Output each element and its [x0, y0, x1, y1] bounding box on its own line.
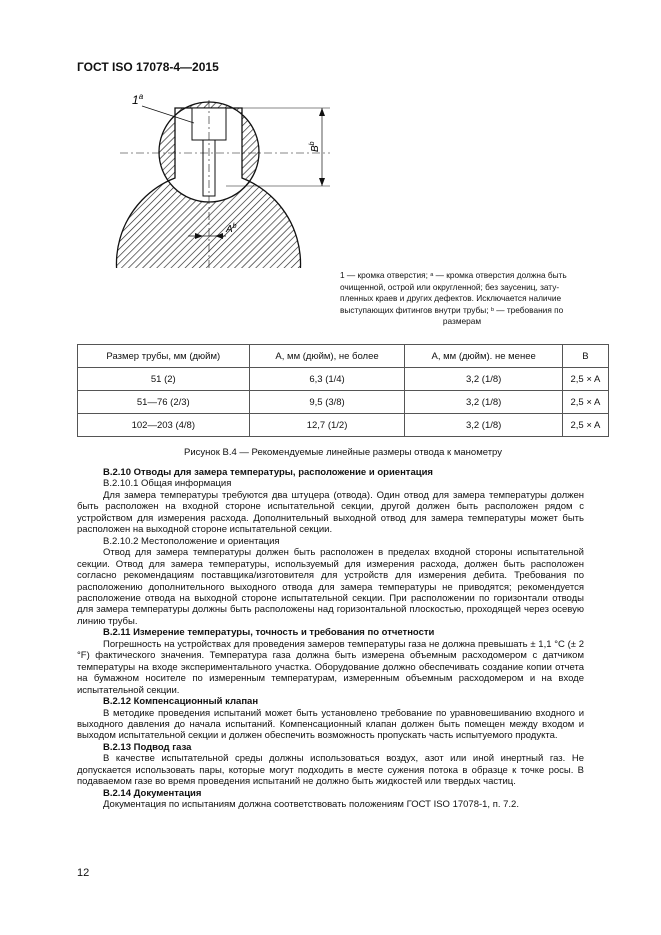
- figure-legend: [340, 270, 584, 328]
- dimensions-table: [77, 344, 609, 437]
- subsection-heading: B.2.10.1 Общая информация: [103, 478, 232, 490]
- table-header-row: [78, 345, 609, 368]
- table-row: [78, 391, 609, 414]
- page-number: 12: [77, 867, 90, 879]
- table-cell: 2,5 × A: [562, 368, 608, 391]
- figure-caption: Рисунок В.4 — Рекомендуемые линейные размеры отвода к манометру: [184, 447, 502, 458]
- table-cell: 12,7 (1/2): [249, 414, 405, 437]
- document-header: ГОСТ ISO 17078-4—2015: [77, 60, 219, 74]
- dim-b-arrow-bottom: [319, 178, 325, 186]
- legend-line: 1 — кромка отверстия; ᵃ — кромка отверстия должна быть: [340, 270, 567, 280]
- table-header-cell: Размер трубы, мм (дюйм): [78, 345, 250, 368]
- table-cell: 2,5 × A: [562, 391, 608, 414]
- legend-line: очищенной, острой или округленной; без заусениц, зату-: [340, 281, 560, 292]
- paragraph: Для замера температуры требуются два штуцера (отвода). Один отвод для замера температуры должен быть расположен на входной стороне испытательной секции, другой должен быть расположен рядом с устройством для измерения расхода. Дополнительный выходной отвод для замера температуры может быть расположен на выходной стороне испытательной секции.: [77, 489, 584, 536]
- dim-a-label: $A^b$: [226, 223, 237, 235]
- table-cell: 3,2 (1/8): [405, 414, 562, 437]
- table-cell: 3,2 (1/8): [405, 391, 562, 414]
- table-cell: 51—76 (2/3): [78, 391, 250, 414]
- legend-line: размерам: [442, 316, 482, 326]
- dim-b-arrow-top: [319, 108, 325, 116]
- section-heading: B.2.13 Подвод газа: [103, 741, 192, 753]
- section-heading: B.2.10 Отводы для замера температуры, расположение и ориентация: [103, 467, 433, 478]
- legend-line: выступающих фитингов внутри трубы; ᵇ — требования по: [340, 304, 564, 315]
- orifice-figure: [110, 88, 340, 268]
- table-row: [78, 368, 609, 391]
- table-cell: 9,5 (3/8): [249, 391, 405, 414]
- table-row: [78, 414, 609, 437]
- table-cell: 6,3 (1/4): [249, 368, 405, 391]
- section-heading: B.2.12 Компенсационный клапан: [103, 696, 259, 708]
- paragraph: Отвод для замера температуры должен быть расположен в пределах входной стороны испытательной секции. Отвод для замера температуры, используемый для измерения расхода, должен быть расположен согласно рекомендациям поставщика/изготовителя для устройств для измерения дебита. Требования по расположению дополнительного выходного отвода для замера температуры не приводятся; рекомендуется расположение отвода на выходной стороне испытательной секции. При расположении по горизонтали отводы для замера температуры должны быть расположены над горизонтальной плоскостью, проходящей через осевую линию трубы.: [77, 547, 584, 627]
- table-cell: 3,2 (1/8): [405, 368, 562, 391]
- body-text: [77, 467, 584, 811]
- legend-line: пленных краев и других дефектов. Исключается наличие: [340, 293, 562, 303]
- table-header-cell: A, мм (дюйм). не менее: [405, 345, 562, 368]
- callout-label: 1$^a$: [132, 92, 144, 107]
- paragraph: Погрешность на устройствах для проведения замеров температуры газа не должна превышать ± 1,1 °С (± 2 °F) фактического значения. Температура газа должна быть измерена объемным расходомером с датчиком температуры на входе экспериментального участка. Оборудование должно обеспечивать создание копии отчета на бумажном носителе по измеренным температурам, измеренным объемным расходомером и на входе испытательной секции.: [77, 638, 584, 696]
- table-header-cell: B: [562, 345, 608, 368]
- subsection-heading: B.2.10.2 Местоположение и ориентация: [103, 535, 280, 547]
- dim-b-label: $B^b$: [309, 141, 321, 152]
- paragraph: В качестве испытательной среды должны использоваться воздух, азот или иной инертный газ. Не допускается использовать пары, которые могут подходить в месте сужения потока в образце к точке росы. В подаваемом газе во время проведения испытаний не должно быть жидкостей или твердых частиц.: [77, 753, 584, 788]
- table-cell: 102—203 (4/8): [78, 414, 250, 437]
- section-heading: B.2.11 Измерение температуры, точность и требования по отчетности: [103, 627, 435, 639]
- paragraph: В методике проведения испытаний может быть установлено требование по уравновешиванию входного и выходного давления до начала испытаний. Компенсационный клапан должен быть помещен между входом и выходом испытательной секции и должен обеспечить возможность пропускать часть испытуемого продукта.: [77, 707, 584, 742]
- section-heading: B.2.14 Документация: [103, 787, 202, 799]
- table-header-cell: A, мм (дюйм), не более: [249, 345, 405, 368]
- table-cell: 51 (2): [78, 368, 250, 391]
- table-cell: 2,5 × A: [562, 414, 608, 437]
- paragraph: Документация по испытаниям должна соответствовать положениям ГОСТ ISO 17078-1, п. 7.2.: [103, 799, 519, 811]
